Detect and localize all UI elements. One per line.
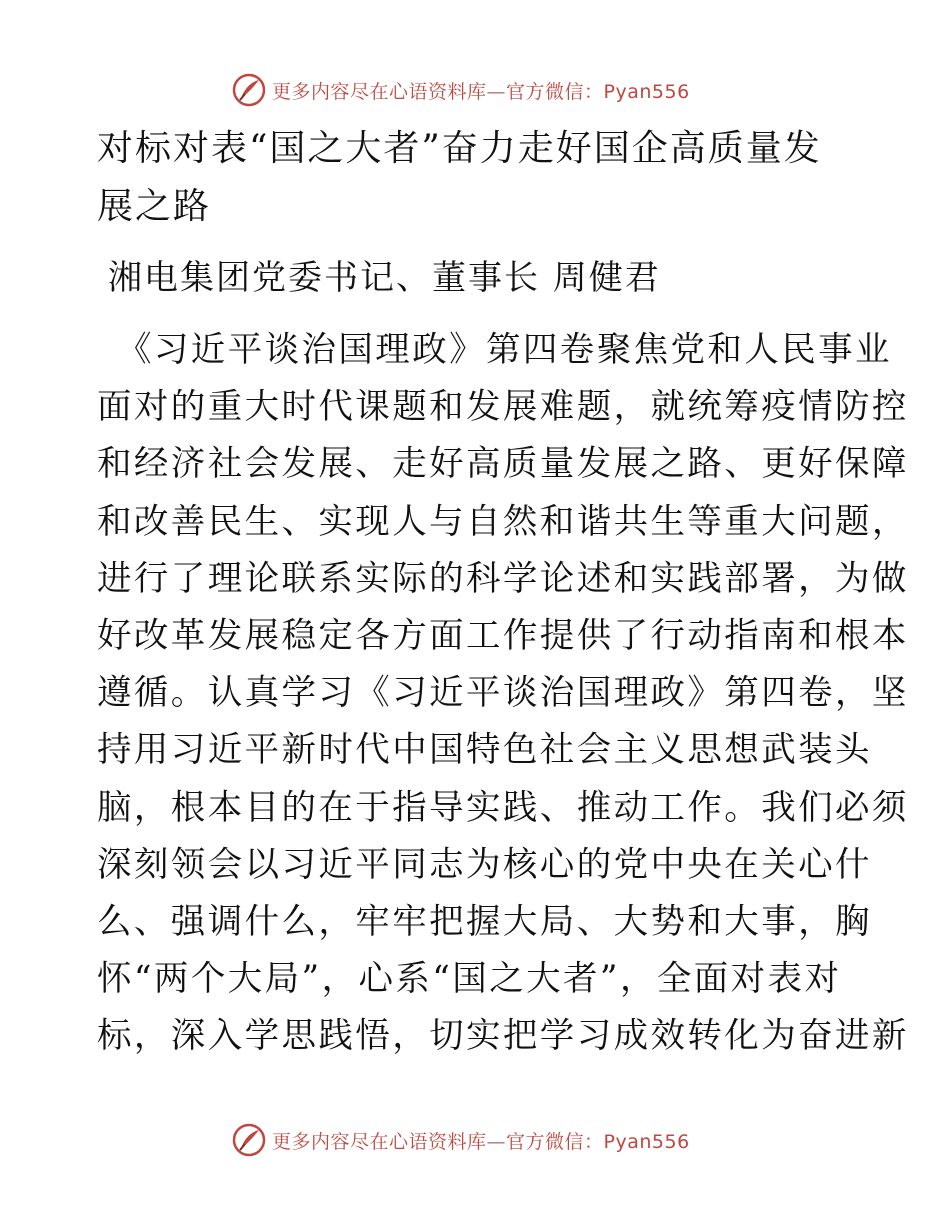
- footer-watermark: [232, 1120, 752, 1160]
- body-line: 遵循。认真学习《习近平谈治国理政》第四卷，坚: [97, 673, 909, 714]
- watermark-main: 更多内容尽在心语资料库: [272, 80, 487, 103]
- header-watermark: [232, 70, 752, 110]
- quill-logo-icon: [232, 1123, 266, 1157]
- body-line: 进行了理论联系实际的科学论述和实践部署，为做: [97, 558, 909, 599]
- body-line: 深刻领会以习近平同志为核心的党中央在关心什: [97, 844, 872, 885]
- body-line: 么、强调什么，牢牢把握大局、大势和大事，胸: [97, 901, 872, 942]
- watermark-separator: —: [486, 1130, 507, 1153]
- body-line: 和经济社会发展、走好高质量发展之路、更好保障: [97, 444, 909, 485]
- watermark-handle: Pyan556: [603, 80, 690, 103]
- body-line: 面对的重大时代课题和发展难题，就统筹疫情防控: [97, 387, 909, 428]
- quill-logo-icon: [232, 73, 266, 107]
- body-line: 持用习近平新时代中国特色社会主义思想武装头: [97, 730, 872, 771]
- author-line: 湘电集团党委书记、董事长 周健君: [108, 258, 661, 298]
- document-title: 对标对表“国之大者”奋力走好国企高质量发展之路: [97, 128, 822, 227]
- body-line: 怀“两个大局”，心系“国之大者”，全面对表对: [97, 959, 842, 1000]
- body-line: 好改革发展稳定各方面工作提供了行动指南和根本: [97, 615, 909, 656]
- body-line: 脑，根本目的在于指导实践、推动工作。我们必须: [97, 787, 909, 828]
- watermark-main: 更多内容尽在心语资料库: [272, 1130, 487, 1153]
- watermark-handle: Pyan556: [603, 1130, 690, 1153]
- body-line: 和改善民生、实现人与自然和谐共生等重大问题，: [97, 501, 909, 542]
- body-line: 《习近平谈治国理政》第四卷聚焦党和人民事业: [117, 330, 892, 370]
- watermark-text: [272, 1127, 690, 1154]
- watermark-suffix: 官方微信：: [506, 1130, 604, 1153]
- watermark-separator: —: [486, 80, 507, 103]
- body-line: 标，深入学思践悟，切实把学习成效转化为奋进新: [97, 1016, 909, 1057]
- watermark-suffix: 官方微信：: [506, 80, 604, 103]
- watermark-text: [272, 77, 690, 104]
- body-text: [97, 322, 909, 1065]
